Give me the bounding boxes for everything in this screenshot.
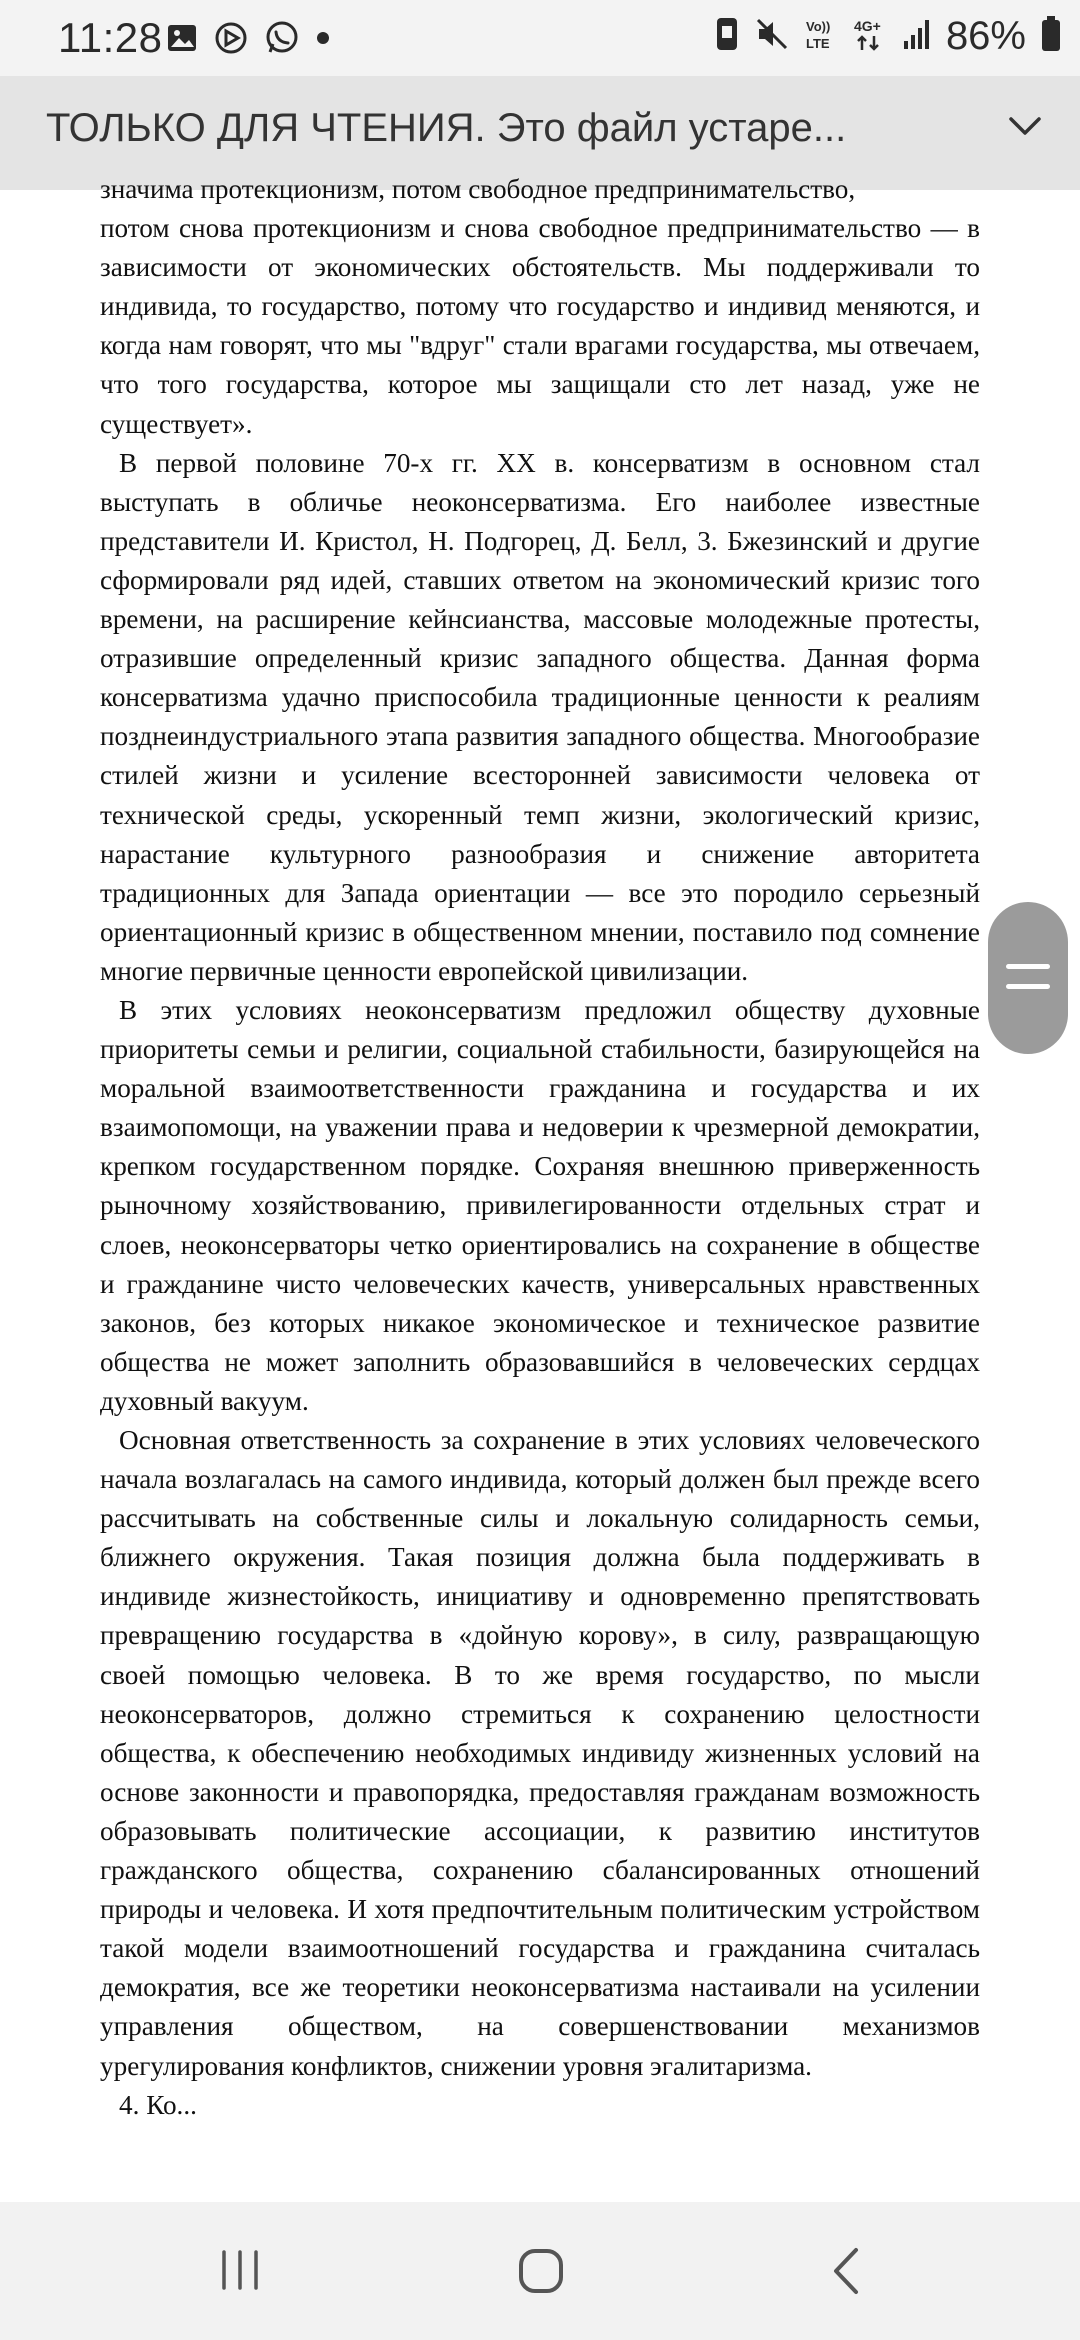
svg-text:4G+: 4G+ bbox=[853, 18, 881, 34]
svg-text:Vo)): Vo)) bbox=[805, 19, 831, 34]
notification-icons bbox=[166, 20, 330, 61]
banner-text: ТОЛЬКО ДЛЯ ЧТЕНИЯ. Это файл устаре... bbox=[46, 106, 847, 150]
mute-icon bbox=[754, 16, 790, 57]
recent-apps-icon[interactable] bbox=[216, 2246, 264, 2299]
navigation-bar bbox=[0, 2202, 1080, 2340]
system-icons bbox=[714, 14, 1062, 59]
scroll-handle[interactable] bbox=[988, 902, 1068, 1054]
top-cut-line: значима протекционизм, потом свободное предпринимательство, bbox=[100, 174, 856, 204]
document-viewer[interactable] bbox=[100, 174, 980, 2202]
paragraph: Основная ответственность за сохранение в этих условиях человеческого начала возлагалась на самого индивида, который должен был прежде всего рассчитывать на собственные силы и локальную солидарность семьи, ближнего окружения. Такая позиция должна была поддерживать в индивиде жизнестойкость, инициативу и одновременно препятствовать превращению государства в «дойную корову», в силу, развращающую своей помощью человека. В то же время государство, по мысли неоконсерваторов, должно стремиться к сохранению целостности общества, к обеспечению необходимых индивиду жизненных условий на основе законности и правопорядка, предоставляя гражданам возможность образовывать политические ассоциации, к развитию институтов гражданского общества, сохранению сбалансированных отношений природы и человека. И хотя предпочтительным политическим устройством такой модели взаимоотношений государства и гражданина считалась демократия, все же теоретики неоконсерватизма настаивали на усилении управления обществом, на совершенствовании механизмов урегулирования конфликтов, снижении уровня эгалитаризма. bbox=[100, 1425, 980, 2081]
paragraph: В этих условиях неоконсерватизм предложил обществу духовные приоритеты семьи и религии, социальной стабильности, базирующейся на моральной взаимоответственности гражданина и государства и их взаимопомощи, на уважении права и недоверии к чрезмерной демократии, крепком государственном порядке. Сохраняя внешнюю приверженность рыночному хозяйствованию, привилегированности отдельных страт и слоев, неоконсерваторы четко ориентировались на сохранение в обществе и гражданине чисто человеческих качеств, универсальных нравственных законов, без которых никакое экономическое и техническое развитие общества не может заполнить образовавшийся в человеческих сердцах духовный вакуум. bbox=[100, 994, 980, 1416]
chevron-down-icon[interactable] bbox=[1008, 114, 1042, 143]
home-icon[interactable] bbox=[516, 2246, 566, 2301]
screenshot-icon bbox=[714, 16, 740, 57]
back-icon[interactable] bbox=[826, 2246, 866, 2301]
bottom-cut-line: 4. Ко... bbox=[119, 2089, 197, 2120]
paragraph: потом снова протекционизм и снова свободное предпринимательство — в зависимости от экономических обстоятельств. Мы поддерживали то индивида, то государство, потому что государство и индивид меняются, и когда нам говорят, что мы "вдруг" стали врагами государства, мы отвечаем, что того государства, которое мы защищали сто лет назад, уже не существует». bbox=[100, 213, 980, 439]
status-time: 11:28 bbox=[58, 14, 163, 61]
signal-icon bbox=[902, 17, 932, 56]
data-4g-icon bbox=[852, 16, 888, 57]
app-icon bbox=[214, 21, 248, 60]
handle-grip-line bbox=[1006, 964, 1050, 969]
status-bar bbox=[0, 0, 1080, 76]
volte-icon bbox=[804, 16, 838, 57]
battery-percent: 86% bbox=[945, 14, 1026, 58]
dot-icon bbox=[316, 31, 330, 50]
image-icon bbox=[166, 22, 198, 59]
whatsapp-icon bbox=[264, 20, 300, 61]
paragraph: В первой половине 70-х гг. XX в. консерватизм в основном стал выступать в обличье неоконсерватизма. Его наиболее известные представители И. Кристол, Н. Подгорец, Д. Белл, 3. Бжезинский и другие сформировали ряд идей, ставших ответом на экономический кризис того времени, на расширение кейнсианства, массовые молодежные протесты, отразившие определенный кризис западного общества. Данная форма консерватизма удачно приспособила традиционные ценности к реалиям позднеиндустриального этапа развития западного общества. Многообразие стилей жизни и усиление всесторонней зависимости человека от технической среды, ускоренный темп жизни, экологический кризис, нарастание культурного разнообразия и снижение авторитета традиционных для Запада ориентации — все это породило серьезный ориентационный кризис в общественном мнении, поставило под сомнение многие первичные ценности европейской цивилизации. bbox=[100, 447, 980, 986]
svg-text:LTE: LTE bbox=[805, 36, 830, 51]
handle-grip-line bbox=[1006, 984, 1050, 989]
battery-icon bbox=[1040, 15, 1062, 58]
